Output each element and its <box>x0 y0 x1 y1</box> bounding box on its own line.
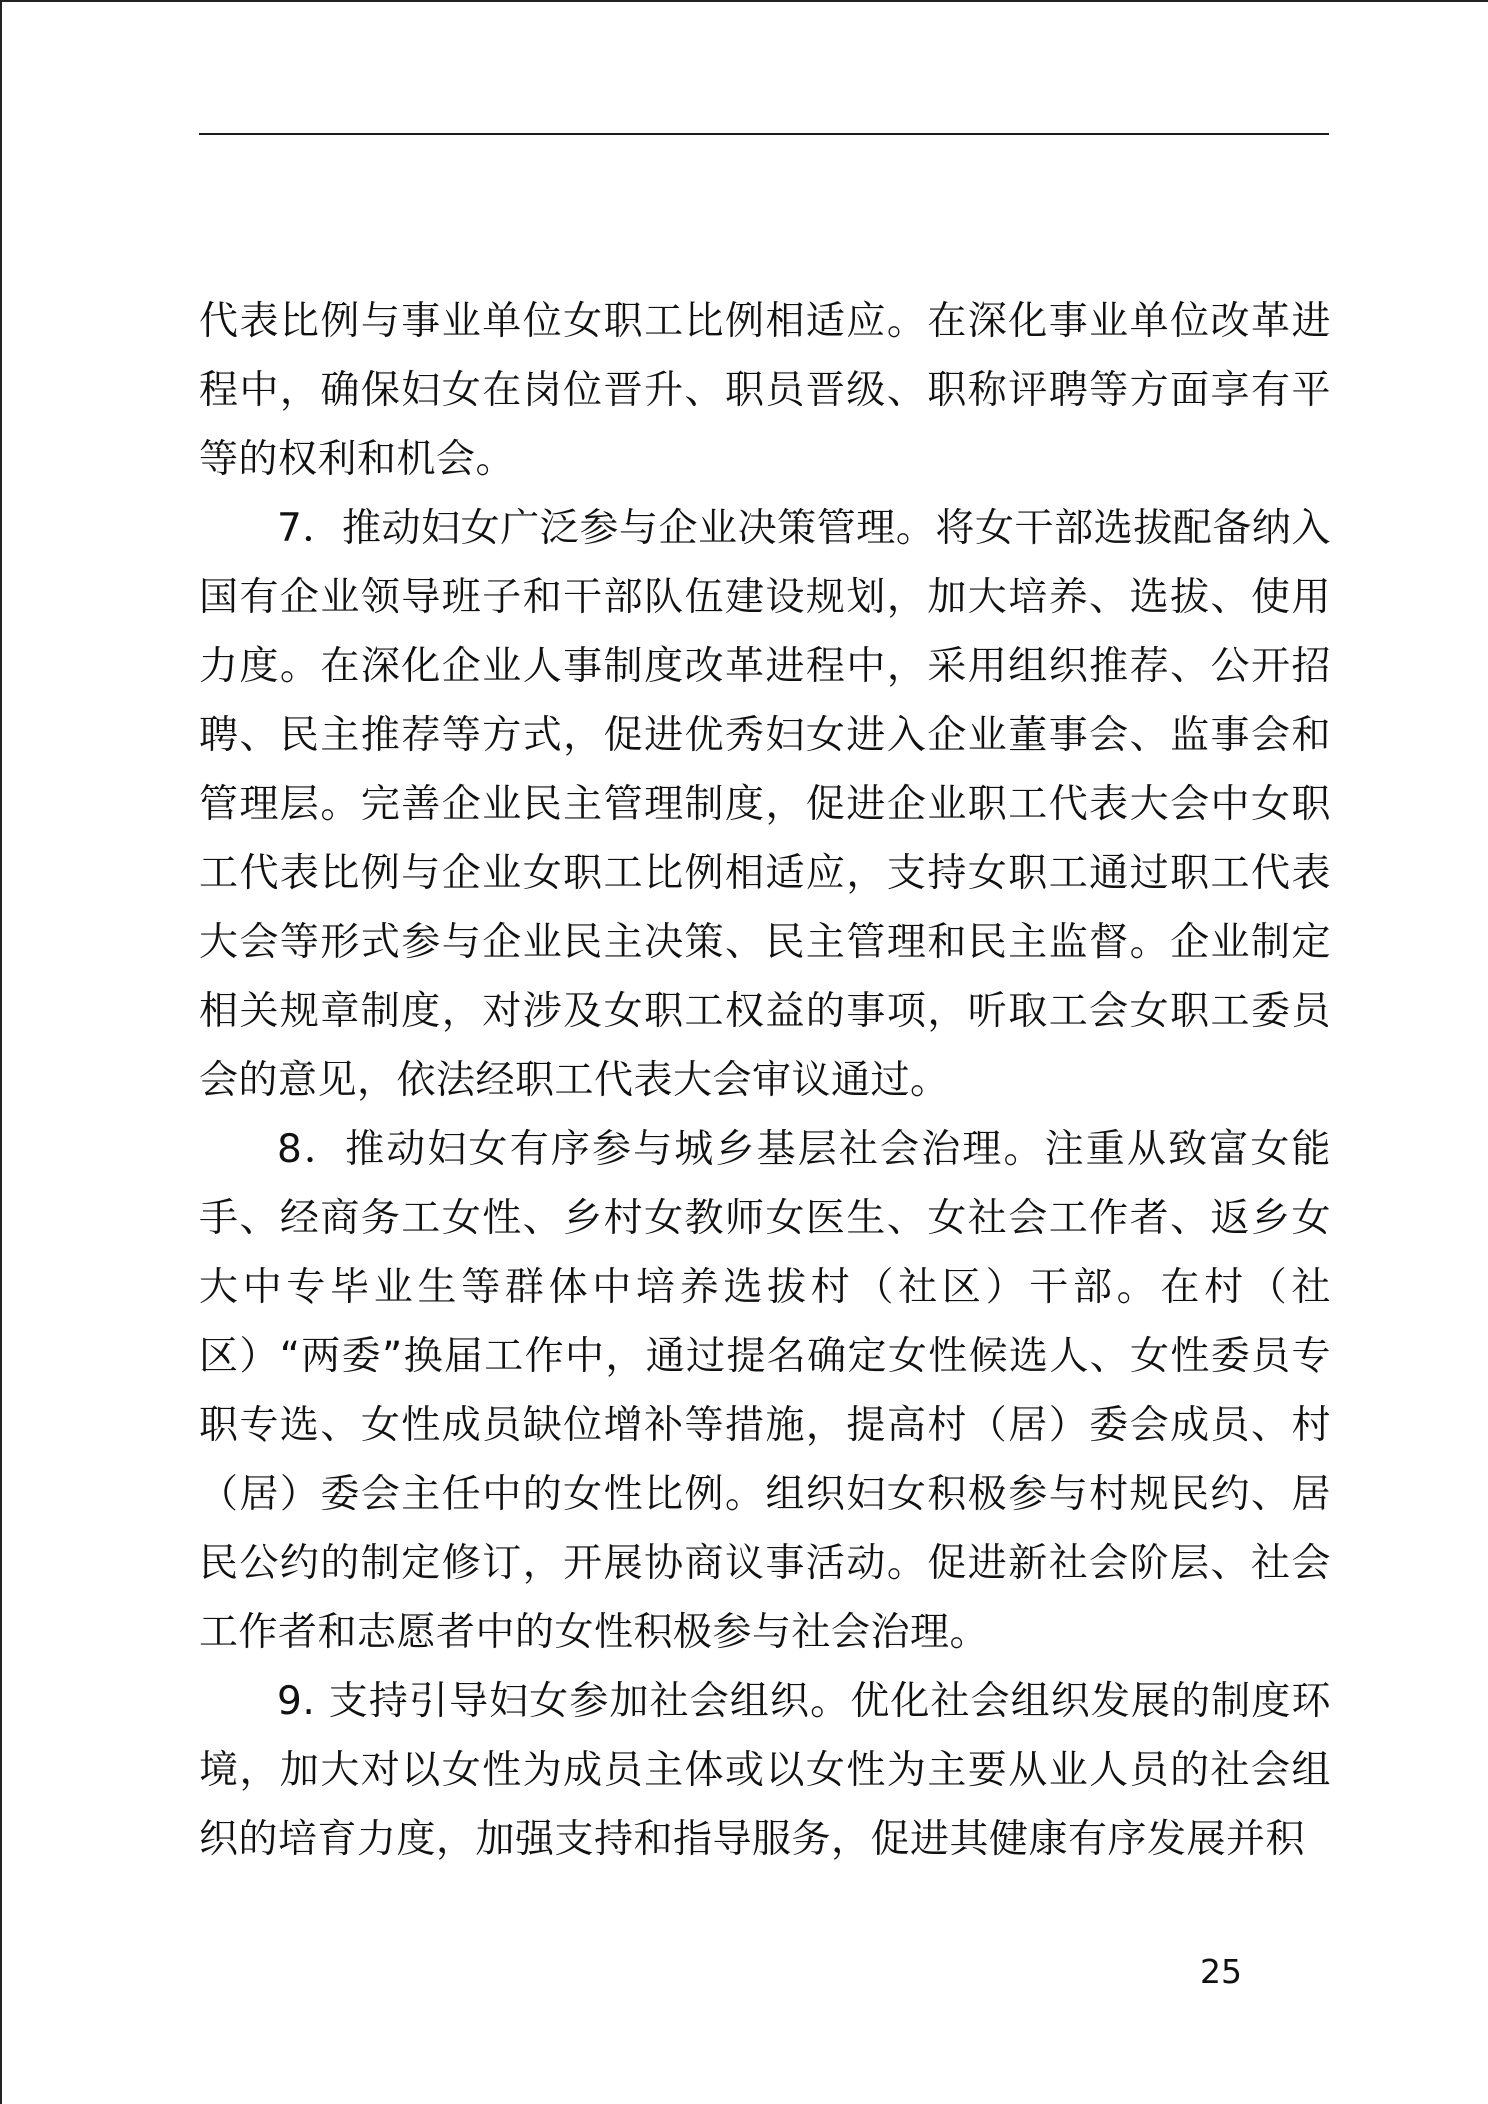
paragraph-item-9: 9. 支持引导妇女参加社会组织。优化社会组织发展的制度环境，加大对以女性为成员主体或以女性为主要从业人员的社会组织的培育力度，加强支持和指导服务，促进其健康有序发展并积 <box>199 1679 1331 1862</box>
body-text <box>199 287 1331 1874</box>
header-rule <box>199 133 1329 135</box>
page-left-edge <box>0 0 2 2104</box>
paragraph-item-8: 8．推动妇女有序参与城乡基层社会治理。注重从致富女能手、经商务工女性、乡村女教师女医生、女社会工作者、返乡女大中专毕业生等群体中培养选拔村（社区）干部。在村（社区）“两委”换届工作中，通过提名确定女性候选人、女性委员专职专选、女性成员缺位增补等措施，提高村（居）委会成员、村（居）委会主任中的女性比例。组织妇女积极参与村规民约、居民公约的制定修订，开展协商议事活动。促进新社会阶层、社会工作者和志愿者中的女性积极参与社会治理。 <box>199 1127 1331 1655</box>
paragraph-item-7: 7．推动妇女广泛参与企业决策管理。将女干部选拔配备纳入国有企业领导班子和干部队伍建设规划，加大培养、选拔、使用力度。在深化企业人事制度改革进程中，采用组织推荐、公开招聘、民主推荐等方式，促进优秀妇女进入企业董事会、监事会和管理层。完善企业民主管理制度，促进企业职工代表大会中女职工代表比例与企业女职工比例相适应，支持女职工通过职工代表大会等形式参与企业民主决策、民主管理和民主监督。企业制定相关规章制度，对涉及女职工权益的事项，听取工会女职工委员会的意见，依法经职工代表大会审议通过。 <box>199 506 1331 1103</box>
page-top-edge <box>0 0 1488 2</box>
page-number: 25 <box>1200 1952 1242 1991</box>
paragraph-continuation: 代表比例与事业单位女职工比例相适应。在深化事业单位改革进程中，确保妇女在岗位晋升、职员晋级、职称评聘等方面享有平等的权利和机会。 <box>199 299 1331 482</box>
